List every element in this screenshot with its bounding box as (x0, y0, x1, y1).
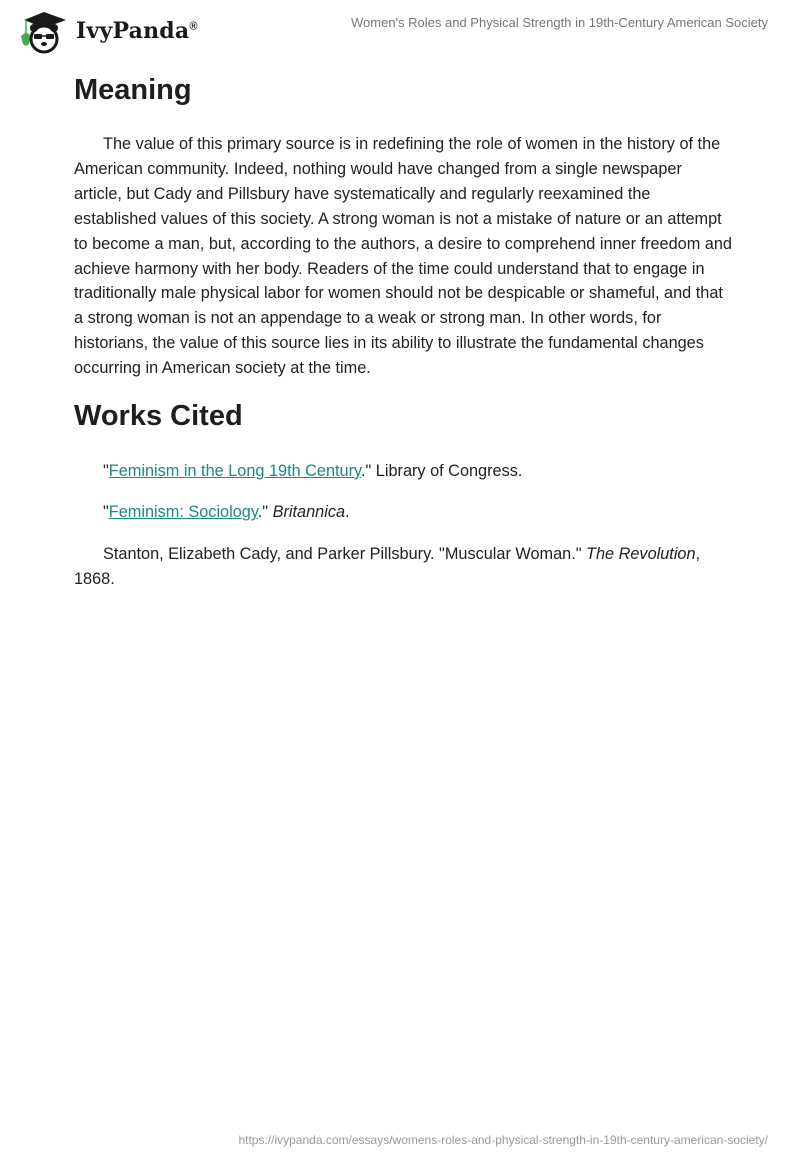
ivypanda-logo[interactable] (16, 8, 198, 54)
logo-text: IvyPanda® (76, 18, 198, 44)
citation-item: "Feminism in the Long 19th Century." Library of Congress. (103, 462, 523, 480)
meaning-paragraph: The value of this primary source is in redefining the role of women in the history of the American community. Indeed, nothing would have changed from a single newspaper article, but Cady and Pillsbury have systematically and regularly reexamined the established values of this society. A strong woman is not a mistake of nature or an attempt to become a man, but, according to the authors, a desire to comprehend inner freedom and achieve harmony with her body. Readers of the time could understand that to engage in traditionally male physical labor for women should not be despicable or shameful, and that a strong woman is not an appendage to a weak or strong man. In other words, for historians, the value of this source lies in its ability to illustrate the fundamental changes occurring in American society at the time. (74, 135, 732, 378)
document-title: Women's Roles and Physical Strength in 19th-Century American Society (351, 15, 768, 30)
section-heading-works-cited: Works Cited (74, 400, 243, 432)
footer-url: https://ivypanda.com/essays/womens-roles-and-physical-strength-in-19th-century-american-society/ (238, 1133, 768, 1147)
section-heading-meaning: Meaning (74, 74, 192, 106)
citation-link-feminism-long-19th-century[interactable]: Feminism in the Long 19th Century (108, 462, 361, 480)
citation-item: "Feminism: Sociology." Britannica. (103, 503, 350, 521)
citation-item: Stanton, Elizabeth Cady, and Parker Pillsbury. "Muscular Woman." The Revolution, 1868. (74, 545, 701, 588)
citation-link-feminism-sociology[interactable]: Feminism: Sociology (108, 503, 258, 521)
panda-graduate-icon (16, 8, 72, 54)
page-header (0, 0, 800, 60)
